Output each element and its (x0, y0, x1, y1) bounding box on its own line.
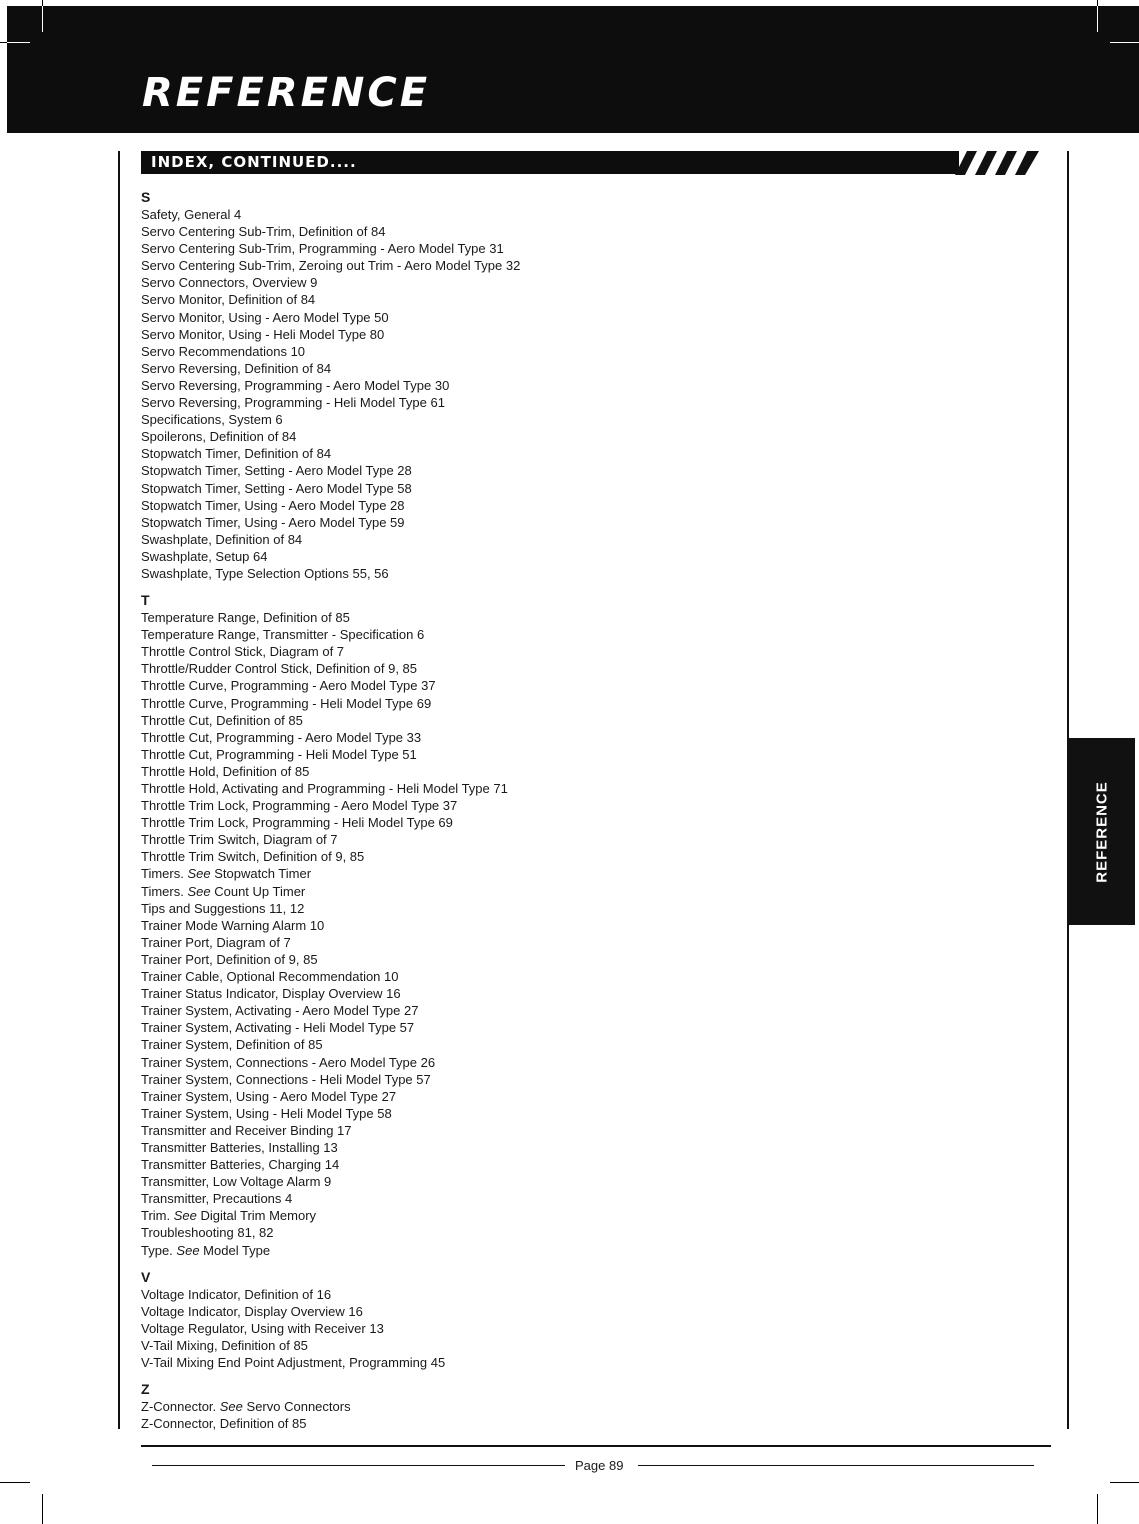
page-number: Page 89 (575, 1458, 624, 1473)
index-entry: Throttle Control Stick, Diagram of 7 (141, 644, 345, 660)
crop-mark-header-left (42, 6, 43, 32)
entry-term: Timers. (141, 883, 188, 899)
index-entry: Throttle Curve, Programming - Heli Model Type 69 (141, 695, 432, 711)
index-entry: Trainer System, Using - Heli Model Type 58 (141, 1105, 392, 1121)
index-entry: Throttle Cut, Definition of 85 (141, 712, 303, 728)
entry-see: See (176, 1242, 200, 1258)
left-rule (118, 151, 120, 1429)
index-entry: Servo Centering Sub-Trim, Programming - Aero Model Type 31 (141, 241, 504, 257)
index-entry: Servo Reversing, Definition of 84 (141, 360, 332, 376)
crop-mark-header-right-h (1110, 42, 1139, 43)
index-entry: Throttle Cut, Programming - Aero Model Type 33 (141, 729, 422, 745)
index-entry: Temperature Range, Definition of 85 (141, 610, 350, 626)
crop-mark-bottom-left-v (42, 1494, 43, 1524)
index-entry: Transmitter Batteries, Installing 13 (141, 1139, 338, 1155)
index-letter: Z (141, 1381, 150, 1398)
entry-target: Servo Connectors (242, 1399, 351, 1415)
index-entry: Specifications, System 6 (141, 412, 283, 428)
page-header (7, 6, 1139, 133)
index-entry: Servo Monitor, Using - Heli Model Type 80 (141, 326, 385, 342)
index-entry: Swashplate, Definition of 84 (141, 531, 303, 547)
entry-target: Digital Trim Memory (196, 1208, 317, 1224)
index-entry: Voltage Indicator, Display Overview 16 (141, 1303, 363, 1319)
index-entry: Stopwatch Timer, Using - Aero Model Type 59 (141, 514, 405, 530)
index-list (141, 188, 1041, 1441)
crop-mark-bottom-right-v (1097, 1494, 1098, 1524)
index-entry: Throttle Trim Switch, Diagram of 7 (141, 832, 338, 848)
page-title: REFERENCE (142, 70, 431, 116)
index-letter: V (141, 1268, 151, 1285)
entry-term: Z-Connector. (141, 1399, 220, 1415)
footer-line-left (152, 1465, 565, 1466)
index-entry: Servo Centering Sub-Trim, Zeroing out Trim - Aero Model Type 32 (141, 258, 521, 274)
index-group (141, 188, 1041, 582)
index-entry: Stopwatch Timer, Setting - Aero Model Type 28 (141, 463, 412, 479)
index-entry: Transmitter and Receiver Binding 17 (141, 1122, 352, 1138)
index-entry: Voltage Regulator, Using with Receiver 13 (141, 1320, 384, 1336)
section-header (141, 151, 959, 174)
crop-mark-bottom-left-h (0, 1482, 30, 1483)
index-entry: Servo Connectors, Overview 9 (141, 275, 318, 291)
crop-mark-header-right (1097, 6, 1098, 32)
index-entry: Trainer Port, Definition of 9, 85 (141, 951, 318, 967)
index-group (141, 1380, 1041, 1432)
index-entry: V-Tail Mixing End Point Adjustment, Programming 45 (141, 1355, 446, 1370)
index-group (141, 591, 1041, 1259)
index-entry (141, 883, 1041, 900)
index-entry: Stopwatch Timer, Definition of 84 (141, 446, 332, 462)
index-entry: Trainer Cable, Optional Recommendation 10 (141, 969, 399, 985)
index-entry: Throttle Cut, Programming - Heli Model Type 51 (141, 746, 417, 762)
index-entry: Trainer System, Activating - Heli Model Type 57 (141, 1020, 415, 1036)
index-entry: Throttle Hold, Definition of 85 (141, 763, 310, 779)
index-entry: Trainer Port, Diagram of 7 (141, 934, 291, 950)
slash-decoration-icon (955, 151, 1045, 177)
index-entry: Trainer Mode Warning Alarm 10 (141, 917, 325, 933)
index-entry: Stopwatch Timer, Using - Aero Model Type 28 (141, 497, 405, 513)
index-entry: V-Tail Mixing, Definition of 85 (141, 1337, 308, 1353)
side-tab (1068, 738, 1135, 925)
index-entry: Troubleshooting 81, 82 (141, 1225, 274, 1241)
index-entry: Stopwatch Timer, Setting - Aero Model Type 58 (141, 480, 412, 496)
index-entry: Safety, General 4 (141, 207, 242, 222)
index-entry: Transmitter Batteries, Charging 14 (141, 1157, 340, 1173)
section-title: INDEX, CONTINUED.... (151, 153, 357, 171)
index-entry: Voltage Indicator, Definition of 16 (141, 1286, 332, 1302)
index-entry: Trainer System, Connections - Heli Model Type 57 (141, 1071, 431, 1087)
index-entry: Trainer System, Definition of 85 (141, 1037, 323, 1053)
index-entry: Swashplate, Setup 64 (141, 548, 268, 564)
bottom-rule (141, 1445, 1051, 1447)
footer-line-right (638, 1465, 1034, 1466)
side-tab-label: REFERENCE (1093, 780, 1110, 883)
index-entry: Transmitter, Precautions 4 (141, 1191, 293, 1207)
entry-see: See (187, 866, 211, 882)
index-entry: Servo Reversing, Programming - Heli Model Type 61 (141, 395, 445, 411)
index-entry: Trainer System, Using - Aero Model Type 27 (141, 1088, 397, 1104)
index-entry: Trainer System, Connections - Aero Model Type 26 (141, 1054, 436, 1070)
index-entry: Throttle/Rudder Control Stick, Definition of 9, 85 (141, 661, 418, 677)
entry-target: Model Type (199, 1242, 271, 1258)
index-entry (141, 1242, 1041, 1259)
index-entry: Throttle Hold, Activating and Programming - Heli Model Type 71 (141, 781, 508, 796)
entry-term: Timers. (141, 866, 188, 882)
index-entry (141, 1398, 1041, 1415)
index-entry: Trainer System, Activating - Aero Model Type 27 (141, 1003, 419, 1019)
index-entry: Z-Connector, Definition of 85 (141, 1416, 307, 1432)
index-group (141, 1268, 1041, 1371)
index-entry (141, 865, 1041, 882)
index-entry: Servo Monitor, Using - Aero Model Type 50 (141, 309, 389, 325)
index-entry: Throttle Trim Switch, Definition of 9, 85 (141, 849, 365, 865)
entry-target: Count Up Timer (210, 883, 306, 899)
index-entry: Throttle Trim Lock, Programming - Heli Model Type 69 (141, 815, 453, 831)
crop-mark-header-left-h (7, 42, 30, 43)
index-entry: Throttle Trim Lock, Programming - Aero Model Type 37 (141, 798, 458, 814)
index-entry: Servo Recommendations 10 (141, 343, 306, 359)
entry-target: Stopwatch Timer (210, 866, 312, 882)
index-entry: Tips and Suggestions 11, 12 (141, 900, 305, 916)
index-entry: Swashplate, Type Selection Options 55, 56 (141, 565, 389, 581)
index-entry: Servo Centering Sub-Trim, Definition of 84 (141, 224, 386, 240)
index-entry: Servo Reversing, Programming - Aero Model Type 30 (141, 377, 450, 393)
index-entry: Throttle Curve, Programming - Aero Model Type 37 (141, 678, 436, 694)
entry-see: See (187, 883, 211, 899)
index-letter: T (141, 592, 150, 609)
index-letter: S (141, 189, 151, 205)
index-entry: Transmitter, Low Voltage Alarm 9 (141, 1174, 332, 1190)
crop-mark-bottom-right-h (1110, 1482, 1139, 1483)
entry-term: Type. (141, 1242, 177, 1258)
entry-term: Trim. (141, 1208, 174, 1224)
index-entry: Temperature Range, Transmitter - Specification 6 (141, 627, 425, 643)
index-entry (141, 1207, 1041, 1224)
entry-see: See (173, 1208, 197, 1224)
index-entry: Servo Monitor, Definition of 84 (141, 292, 316, 308)
index-entry: Trainer Status Indicator, Display Overview 16 (141, 986, 401, 1002)
entry-see: See (219, 1399, 243, 1415)
index-entry: Spoilerons, Definition of 84 (141, 429, 297, 445)
